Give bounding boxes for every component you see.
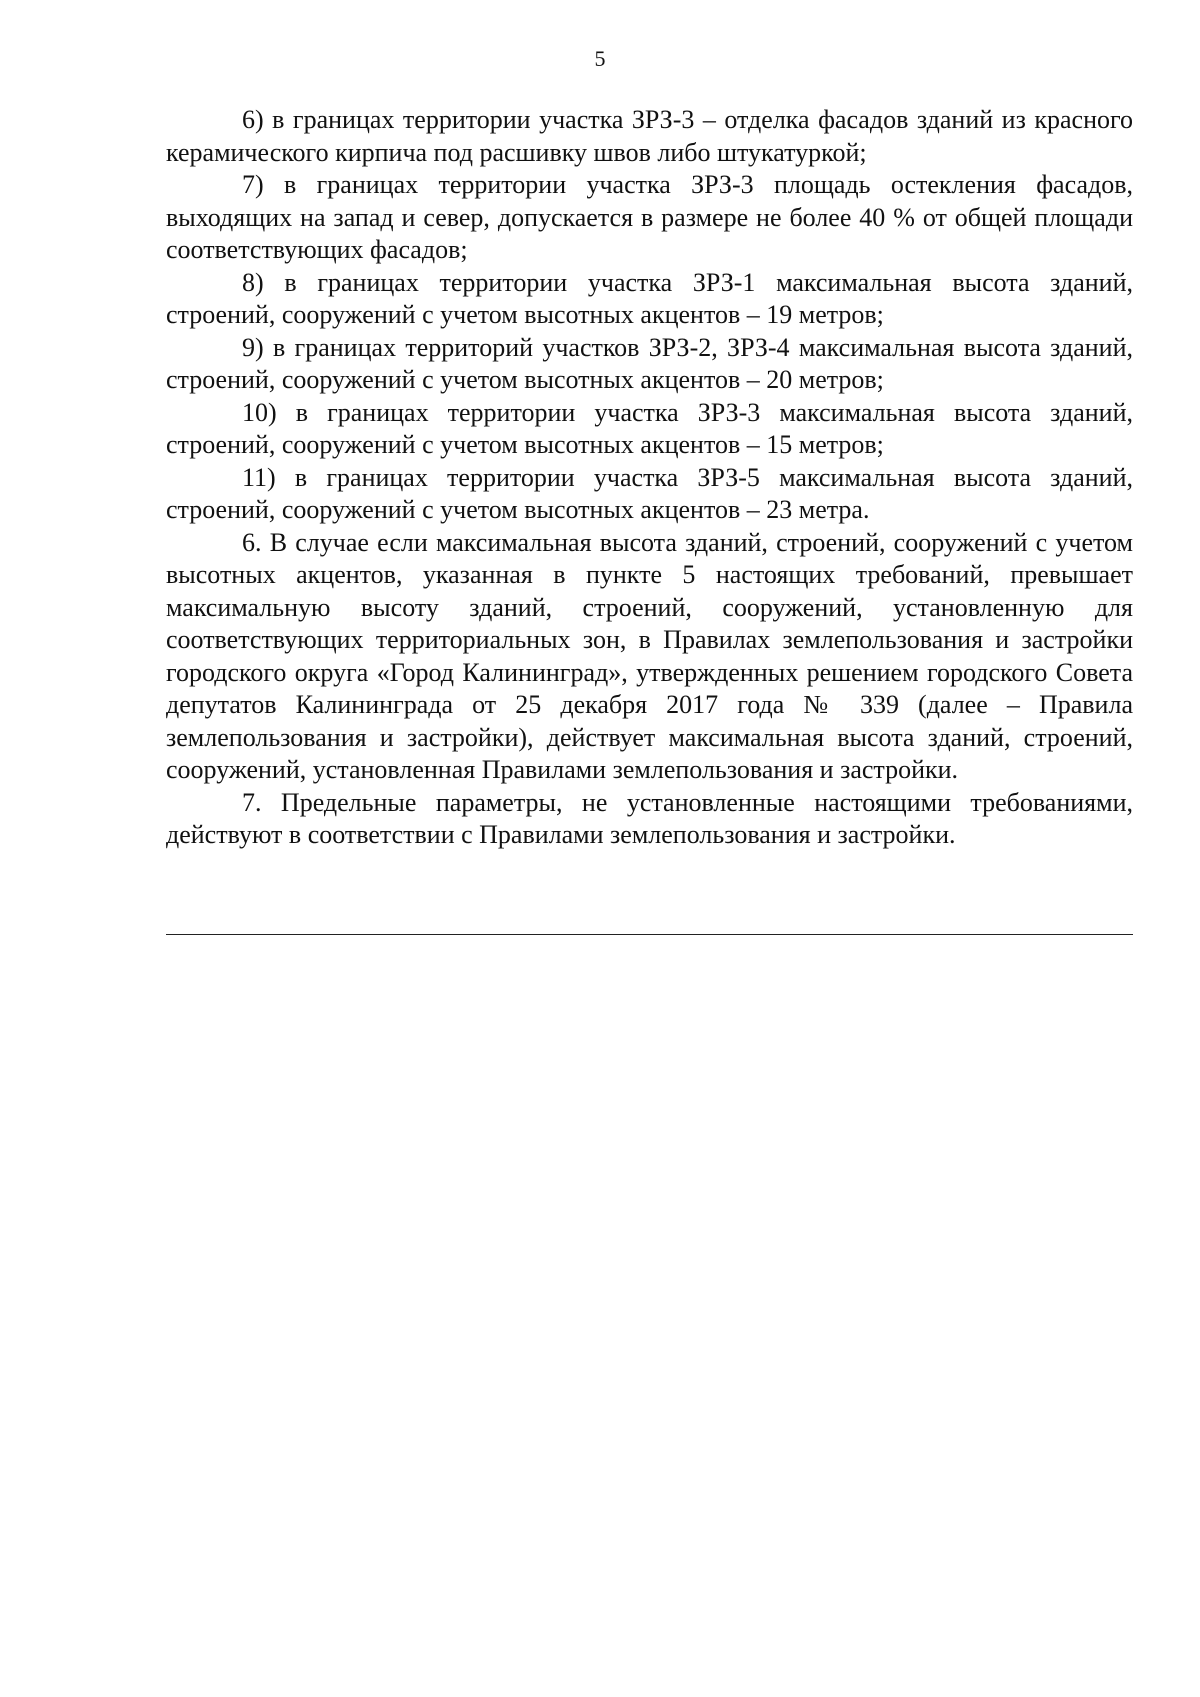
paragraph-item-10: 10) в границах территории участка ЗРЗ-3 максимальная высота зданий, строений, сооружений с учетом высотных акцентов – 15 метров;: [166, 397, 1133, 459]
paragraph-point-7: 7. Предельные параметры, не установленные настоящими требованиями, действуют в соответствии с Правилами землепользования и застройки.: [166, 787, 1133, 849]
document-body: [166, 104, 1133, 852]
paragraph-item-6: 6) в границах территории участка ЗРЗ-3 – отделка фасадов зданий из красного керамического кирпича под расшивку швов либо штукатуркой;: [166, 105, 1133, 167]
paragraph-item-9: 9) в границах территорий участков ЗРЗ-2, ЗРЗ-4 максимальная высота зданий, строений, сооружений с учетом высотных акцентов – 20 метров;: [166, 332, 1133, 394]
closing-rule: [166, 934, 1133, 935]
page-number: 5: [594, 46, 606, 71]
paragraph-point-6: 6. В случае если максимальная высота зданий, строений, сооружений с учетом высотных акцентов, указанная в пункте 5 настоящих требований, превышает максимальную высоту зданий, строений, сооружений, установленную для соответствующих территориальных зон, в Правилах землепользования и застройки городского округа «Город Калининград», утвержденных решением городского Совета депутатов Калининграда от 25 декабря 2017 года № 339 (далее – Правила землепользования и застройки), действует максимальная высота зданий, строений, сооружений, установленная Правилами землепользования и застройки.: [166, 527, 1133, 784]
paragraph-item-11: 11) в границах территории участка ЗРЗ-5 максимальная высота зданий, строений, сооружений с учетом высотных акцентов – 23 метра.: [166, 462, 1133, 524]
paragraph-item-7: 7) в границах территории участка ЗРЗ-3 площадь остекления фасадов, выходящих на запад и север, допускается в размере не более 40 % от общей площади соответствующих фасадов;: [166, 170, 1133, 264]
paragraph-item-8: 8) в границах территории участка ЗРЗ-1 максимальная высота зданий, строений, сооружений с учетом высотных акцентов – 19 метров;: [166, 267, 1133, 329]
